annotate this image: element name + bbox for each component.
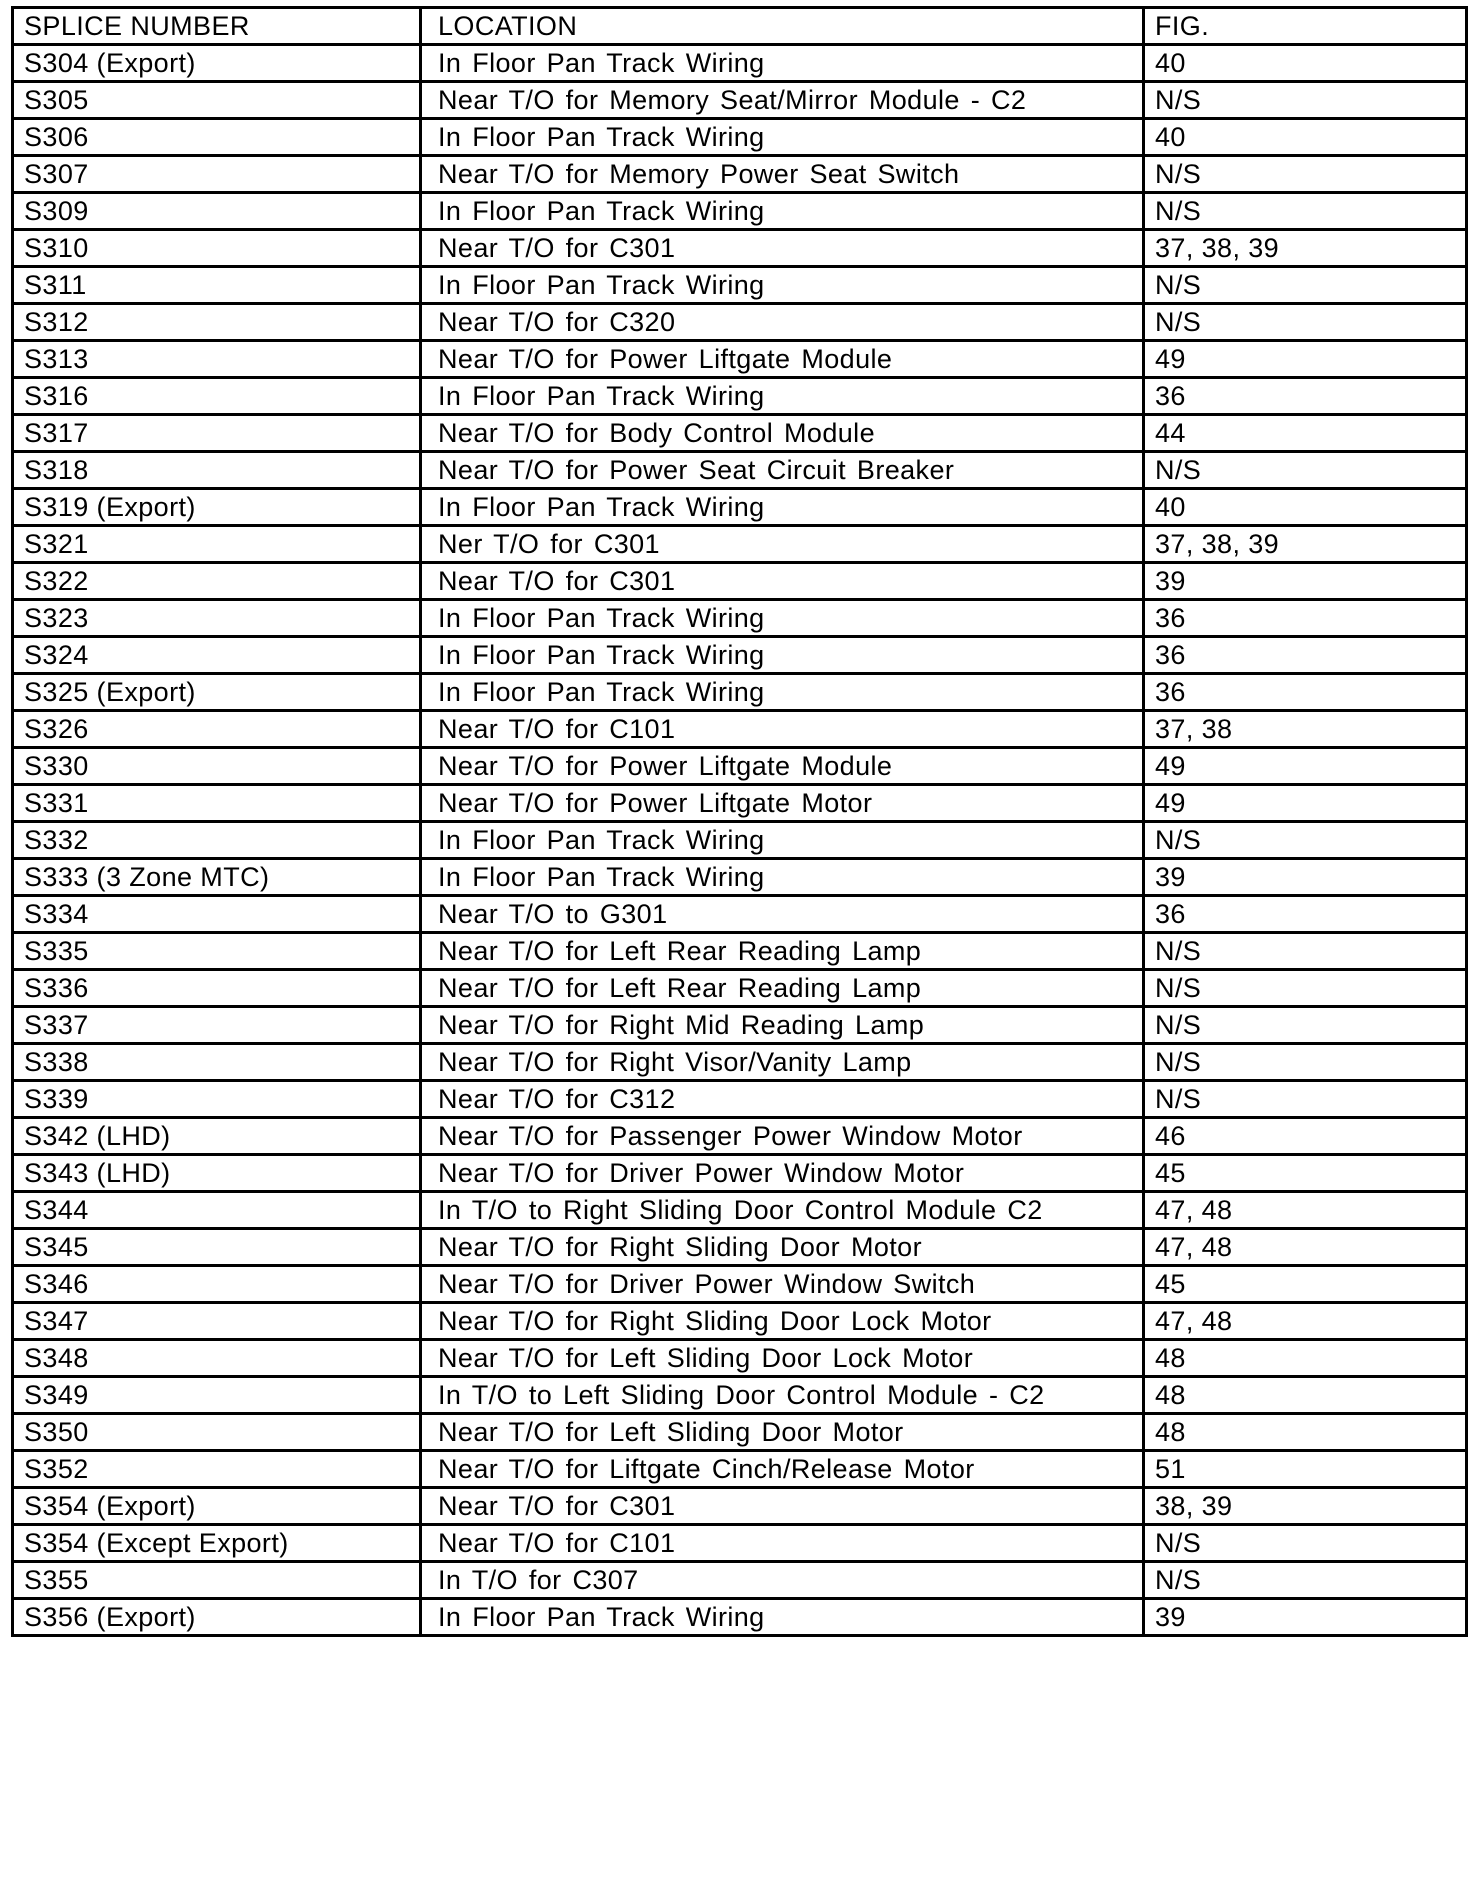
splice-number-cell: S354 (Export) bbox=[13, 1488, 421, 1525]
fig-cell: 40 bbox=[1144, 119, 1467, 156]
splice-number-cell: S339 bbox=[13, 1081, 421, 1118]
table-row bbox=[13, 1155, 1467, 1192]
table-row bbox=[13, 1303, 1467, 1340]
fig-cell: 47, 48 bbox=[1144, 1192, 1467, 1229]
table-body bbox=[13, 45, 1467, 1636]
splice-number-cell: S334 bbox=[13, 896, 421, 933]
table-row bbox=[13, 600, 1467, 637]
location-cell: Near T/O for Power Liftgate Module bbox=[421, 748, 1144, 785]
splice-number-cell: S330 bbox=[13, 748, 421, 785]
location-cell: Near T/O for Driver Power Window Switch bbox=[421, 1266, 1144, 1303]
table-row bbox=[13, 822, 1467, 859]
splice-number-cell: S345 bbox=[13, 1229, 421, 1266]
splice-number-cell: S306 bbox=[13, 119, 421, 156]
column-header-splice-number: SPLICE NUMBER bbox=[13, 8, 421, 45]
splice-number-cell: S347 bbox=[13, 1303, 421, 1340]
splice-number-cell: S337 bbox=[13, 1007, 421, 1044]
table-header bbox=[13, 8, 1467, 45]
fig-cell: N/S bbox=[1144, 822, 1467, 859]
fig-cell: 48 bbox=[1144, 1340, 1467, 1377]
location-cell: Near T/O for Liftgate Cinch/Release Motor bbox=[421, 1451, 1144, 1488]
splice-number-cell: S317 bbox=[13, 415, 421, 452]
splice-number-cell: S313 bbox=[13, 341, 421, 378]
location-cell: Near T/O for C101 bbox=[421, 711, 1144, 748]
splice-number-cell: S344 bbox=[13, 1192, 421, 1229]
location-cell: In Floor Pan Track Wiring bbox=[421, 119, 1144, 156]
splice-number-cell: S336 bbox=[13, 970, 421, 1007]
splice-number-cell: S305 bbox=[13, 82, 421, 119]
location-cell: In Floor Pan Track Wiring bbox=[421, 822, 1144, 859]
location-cell: Near T/O for C301 bbox=[421, 563, 1144, 600]
splice-number-cell: S311 bbox=[13, 267, 421, 304]
fig-cell: N/S bbox=[1144, 82, 1467, 119]
location-cell: In Floor Pan Track Wiring bbox=[421, 600, 1144, 637]
table-row bbox=[13, 1562, 1467, 1599]
fig-cell: 49 bbox=[1144, 341, 1467, 378]
table-row bbox=[13, 896, 1467, 933]
location-cell: In Floor Pan Track Wiring bbox=[421, 45, 1144, 82]
splice-number-cell: S350 bbox=[13, 1414, 421, 1451]
table-row bbox=[13, 1451, 1467, 1488]
location-cell: In Floor Pan Track Wiring bbox=[421, 489, 1144, 526]
splice-number-cell: S338 bbox=[13, 1044, 421, 1081]
location-cell: Near T/O for C101 bbox=[421, 1525, 1144, 1562]
table-row bbox=[13, 637, 1467, 674]
table-row bbox=[13, 378, 1467, 415]
location-cell: Near T/O for C301 bbox=[421, 1488, 1144, 1525]
location-cell: Near T/O for Left Rear Reading Lamp bbox=[421, 970, 1144, 1007]
fig-cell: 51 bbox=[1144, 1451, 1467, 1488]
fig-cell: 37, 38, 39 bbox=[1144, 230, 1467, 267]
splice-number-cell: S352 bbox=[13, 1451, 421, 1488]
location-cell: Near T/O for Right Sliding Door Motor bbox=[421, 1229, 1144, 1266]
header-row bbox=[13, 8, 1467, 45]
table-row bbox=[13, 1118, 1467, 1155]
location-cell: In Floor Pan Track Wiring bbox=[421, 859, 1144, 896]
table-row bbox=[13, 156, 1467, 193]
splice-table bbox=[11, 6, 1468, 1637]
fig-cell: 36 bbox=[1144, 637, 1467, 674]
fig-cell: 38, 39 bbox=[1144, 1488, 1467, 1525]
fig-cell: N/S bbox=[1144, 267, 1467, 304]
location-cell: Near T/O for Memory Power Seat Switch bbox=[421, 156, 1144, 193]
table-row bbox=[13, 452, 1467, 489]
location-cell: In Floor Pan Track Wiring bbox=[421, 378, 1144, 415]
splice-number-cell: S346 bbox=[13, 1266, 421, 1303]
fig-cell: N/S bbox=[1144, 1525, 1467, 1562]
fig-cell: 36 bbox=[1144, 896, 1467, 933]
fig-cell: 37, 38 bbox=[1144, 711, 1467, 748]
table-row bbox=[13, 748, 1467, 785]
table-row bbox=[13, 415, 1467, 452]
fig-cell: N/S bbox=[1144, 1007, 1467, 1044]
table-row bbox=[13, 526, 1467, 563]
location-cell: Near T/O for Left Sliding Door Lock Motor bbox=[421, 1340, 1144, 1377]
fig-cell: N/S bbox=[1144, 1562, 1467, 1599]
splice-number-cell: S324 bbox=[13, 637, 421, 674]
location-cell: Near T/O to G301 bbox=[421, 896, 1144, 933]
splice-number-cell: S322 bbox=[13, 563, 421, 600]
table-row bbox=[13, 119, 1467, 156]
fig-cell: 45 bbox=[1144, 1266, 1467, 1303]
fig-cell: 36 bbox=[1144, 674, 1467, 711]
splice-number-cell: S342 (LHD) bbox=[13, 1118, 421, 1155]
splice-number-cell: S355 bbox=[13, 1562, 421, 1599]
location-cell: Near T/O for Right Sliding Door Lock Motor bbox=[421, 1303, 1144, 1340]
fig-cell: 45 bbox=[1144, 1155, 1467, 1192]
splice-number-cell: S323 bbox=[13, 600, 421, 637]
fig-cell: 48 bbox=[1144, 1414, 1467, 1451]
fig-cell: 39 bbox=[1144, 1599, 1467, 1636]
splice-number-cell: S310 bbox=[13, 230, 421, 267]
location-cell: Near T/O for Power Liftgate Motor bbox=[421, 785, 1144, 822]
fig-cell: 37, 38, 39 bbox=[1144, 526, 1467, 563]
fig-cell: 49 bbox=[1144, 748, 1467, 785]
table-row bbox=[13, 1044, 1467, 1081]
location-cell: In T/O to Right Sliding Door Control Module C2 bbox=[421, 1192, 1144, 1229]
splice-number-cell: S309 bbox=[13, 193, 421, 230]
fig-cell: 40 bbox=[1144, 45, 1467, 82]
table-row bbox=[13, 933, 1467, 970]
splice-number-cell: S332 bbox=[13, 822, 421, 859]
table-row bbox=[13, 563, 1467, 600]
table-row bbox=[13, 1340, 1467, 1377]
table-row bbox=[13, 1488, 1467, 1525]
location-cell: In Floor Pan Track Wiring bbox=[421, 1599, 1144, 1636]
table-row bbox=[13, 970, 1467, 1007]
location-cell: Near T/O for Right Mid Reading Lamp bbox=[421, 1007, 1144, 1044]
location-cell: Near T/O for C312 bbox=[421, 1081, 1144, 1118]
table-row bbox=[13, 711, 1467, 748]
fig-cell: 36 bbox=[1144, 378, 1467, 415]
table-row bbox=[13, 230, 1467, 267]
fig-cell: N/S bbox=[1144, 304, 1467, 341]
fig-cell: N/S bbox=[1144, 1081, 1467, 1118]
fig-cell: 47, 48 bbox=[1144, 1303, 1467, 1340]
table-row bbox=[13, 341, 1467, 378]
splice-number-cell: S349 bbox=[13, 1377, 421, 1414]
fig-cell: 39 bbox=[1144, 859, 1467, 896]
table-row bbox=[13, 1266, 1467, 1303]
table-row bbox=[13, 193, 1467, 230]
fig-cell: 48 bbox=[1144, 1377, 1467, 1414]
fig-cell: N/S bbox=[1144, 933, 1467, 970]
location-cell: Near T/O for Driver Power Window Motor bbox=[421, 1155, 1144, 1192]
location-cell: Near T/O for C320 bbox=[421, 304, 1144, 341]
fig-cell: 39 bbox=[1144, 563, 1467, 600]
splice-number-cell: S321 bbox=[13, 526, 421, 563]
fig-cell: N/S bbox=[1144, 970, 1467, 1007]
fig-cell: 49 bbox=[1144, 785, 1467, 822]
location-cell: Near T/O for Body Control Module bbox=[421, 415, 1144, 452]
location-cell: Near T/O for Memory Seat/Mirror Module - C2 bbox=[421, 82, 1144, 119]
table-row bbox=[13, 1599, 1467, 1636]
splice-number-cell: S316 bbox=[13, 378, 421, 415]
location-cell: Near T/O for Power Liftgate Module bbox=[421, 341, 1144, 378]
location-cell: Near T/O for Right Visor/Vanity Lamp bbox=[421, 1044, 1144, 1081]
location-cell: Near T/O for C301 bbox=[421, 230, 1144, 267]
location-cell: In Floor Pan Track Wiring bbox=[421, 267, 1144, 304]
splice-number-cell: S356 (Export) bbox=[13, 1599, 421, 1636]
location-cell: In Floor Pan Track Wiring bbox=[421, 637, 1144, 674]
table-row bbox=[13, 267, 1467, 304]
splice-number-cell: S331 bbox=[13, 785, 421, 822]
location-cell: Near T/O for Passenger Power Window Motor bbox=[421, 1118, 1144, 1155]
table-row bbox=[13, 1192, 1467, 1229]
table-row bbox=[13, 489, 1467, 526]
location-cell: In Floor Pan Track Wiring bbox=[421, 674, 1144, 711]
fig-cell: 46 bbox=[1144, 1118, 1467, 1155]
splice-number-cell: S304 (Export) bbox=[13, 45, 421, 82]
table-row bbox=[13, 674, 1467, 711]
fig-cell: N/S bbox=[1144, 193, 1467, 230]
splice-number-cell: S335 bbox=[13, 933, 421, 970]
splice-number-cell: S307 bbox=[13, 156, 421, 193]
splice-number-cell: S354 (Except Export) bbox=[13, 1525, 421, 1562]
fig-cell: N/S bbox=[1144, 452, 1467, 489]
location-cell: Ner T/O for C301 bbox=[421, 526, 1144, 563]
table-row bbox=[13, 1081, 1467, 1118]
fig-cell: 40 bbox=[1144, 489, 1467, 526]
fig-cell: N/S bbox=[1144, 1044, 1467, 1081]
table-row bbox=[13, 1229, 1467, 1266]
column-header-fig: FIG. bbox=[1144, 8, 1467, 45]
splice-number-cell: S325 (Export) bbox=[13, 674, 421, 711]
fig-cell: 36 bbox=[1144, 600, 1467, 637]
splice-number-cell: S318 bbox=[13, 452, 421, 489]
location-cell: In T/O for C307 bbox=[421, 1562, 1144, 1599]
fig-cell: 47, 48 bbox=[1144, 1229, 1467, 1266]
location-cell: In T/O to Left Sliding Door Control Module - C2 bbox=[421, 1377, 1144, 1414]
table-row bbox=[13, 1377, 1467, 1414]
table-row bbox=[13, 859, 1467, 896]
location-cell: Near T/O for Left Rear Reading Lamp bbox=[421, 933, 1144, 970]
splice-number-cell: S348 bbox=[13, 1340, 421, 1377]
table-row bbox=[13, 82, 1467, 119]
location-cell: In Floor Pan Track Wiring bbox=[421, 193, 1144, 230]
fig-cell: 44 bbox=[1144, 415, 1467, 452]
table-row bbox=[13, 304, 1467, 341]
table-row bbox=[13, 1007, 1467, 1044]
table-row bbox=[13, 45, 1467, 82]
splice-number-cell: S343 (LHD) bbox=[13, 1155, 421, 1192]
splice-number-cell: S326 bbox=[13, 711, 421, 748]
table-row bbox=[13, 1525, 1467, 1562]
table-row bbox=[13, 785, 1467, 822]
location-cell: Near T/O for Power Seat Circuit Breaker bbox=[421, 452, 1144, 489]
splice-number-cell: S333 (3 Zone MTC) bbox=[13, 859, 421, 896]
table-row bbox=[13, 1414, 1467, 1451]
column-header-location: LOCATION bbox=[421, 8, 1144, 45]
splice-number-cell: S312 bbox=[13, 304, 421, 341]
splice-number-cell: S319 (Export) bbox=[13, 489, 421, 526]
fig-cell: N/S bbox=[1144, 156, 1467, 193]
location-cell: Near T/O for Left Sliding Door Motor bbox=[421, 1414, 1144, 1451]
